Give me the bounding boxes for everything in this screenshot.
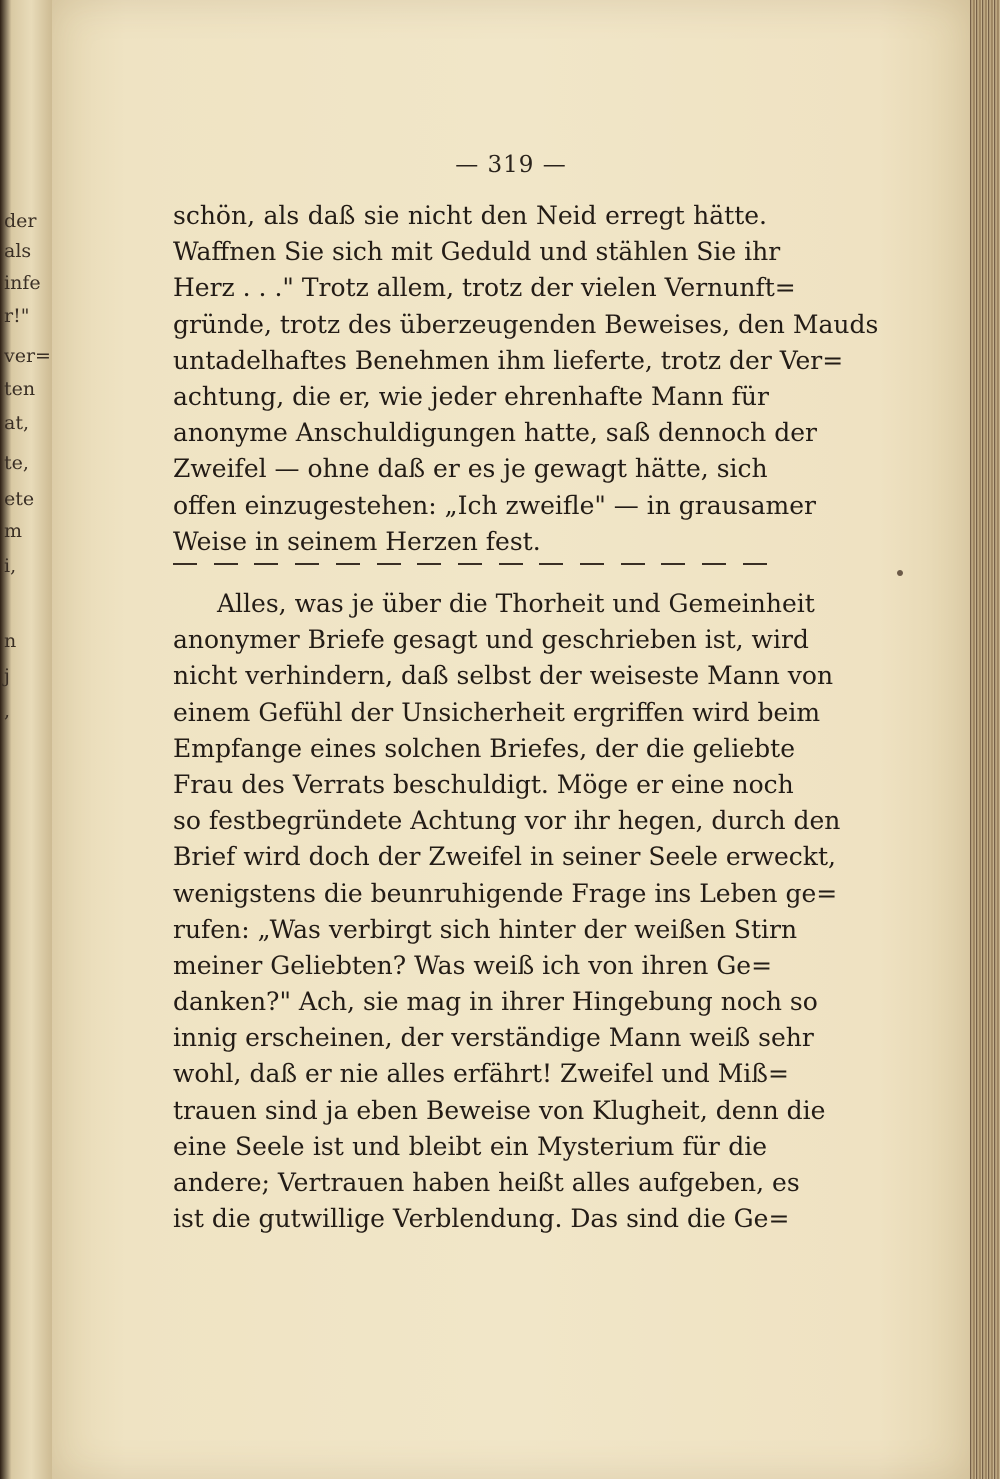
facing-page-fragment: der — [4, 210, 37, 232]
text-line: schön, als daß sie nicht den Neid erregt hätte. — [173, 201, 767, 230]
text-line: wenigstens die beunruhigende Frage ins Leben ge= — [173, 878, 838, 908]
facing-page-fragment: als — [4, 240, 32, 262]
paragraph-2 — [173, 586, 841, 1237]
text-line: wohl, daß er nie alles erfährt! Zweifel und Miß= — [173, 1059, 789, 1089]
text-line: einem Gefühl der Unsicherheit ergriffen wird beim — [173, 697, 821, 727]
text-line: Frau des Verrats beschuldigt. Möge er eine noch — [173, 769, 794, 799]
facing-page-fragment: r!" — [4, 305, 30, 327]
paragraph-1 — [173, 198, 879, 560]
text-line: rufen: „Was verbirgt sich hinter der weißen Stirn — [173, 914, 798, 944]
text-line: trauen sind ja eben Beweise von Klugheit, denn die — [173, 1095, 826, 1125]
facing-page-fragment: ten — [4, 378, 36, 400]
text-line: Empfange eines solchen Briefes, der die geliebte — [173, 733, 795, 763]
facing-page-fragment: infe — [4, 272, 41, 294]
text-line: achtung, die er, wie jeder ehrenhafte Mann für — [173, 381, 769, 411]
page-stack-edge — [970, 0, 1000, 1479]
text-line: Waffnen Sie sich mit Geduld und stählen Sie ihr — [173, 237, 781, 267]
facing-page-fragment: j — [4, 665, 10, 687]
facing-page-fragments — [0, 0, 52, 1479]
text-line: meiner Geliebten? Was weiß ich von ihren Ge= — [173, 950, 773, 980]
text-line: anonyme Anschuldigungen hatte, saß dennoch der — [173, 418, 817, 448]
text-line: Herz . . ." Trotz allem, trotz der vielen Vernunft= — [173, 273, 796, 303]
text-line: offen einzugestehen: „Ich zweifle" — in grausamer — [173, 490, 816, 520]
facing-page-fragment: te, — [4, 452, 29, 474]
text-line: Weise in seinem Herzen fest. — [173, 526, 541, 556]
text-line: eine Seele ist und bleibt ein Mysterium für die — [173, 1131, 767, 1161]
text-line: Brief wird doch der Zweifel in seiner Seele erweckt, — [173, 842, 836, 872]
text-line: andere; Vertrauen haben heißt alles aufgeben, es — [173, 1168, 800, 1197]
text-line: gründe, trotz des überzeugenden Beweises, den Mauds — [173, 309, 879, 339]
text-line: so festbegründete Achtung vor ihr hegen, durch den — [173, 806, 841, 836]
facing-page-fragment: at, — [4, 412, 30, 434]
facing-page-fragment: ete — [4, 488, 35, 510]
section-separator — [173, 552, 767, 576]
page-number: — 319 — — [455, 152, 567, 178]
paper-speck — [897, 570, 903, 576]
text-line: ist die gutwillige Verblendung. Das sind die Ge= — [173, 1204, 790, 1234]
text-line: nicht verhindern, daß selbst der weiseste Mann von — [173, 661, 834, 691]
text-line: anonymer Briefe gesagt und geschrieben ist, wird — [173, 625, 809, 655]
facing-page-fragment: , — [4, 700, 11, 722]
facing-page-fragment: i, — [4, 555, 17, 577]
text-line: untadelhaftes Benehmen ihm lieferte, trotz der Ver= — [173, 345, 844, 375]
facing-page-fragment: ver= — [4, 345, 51, 367]
text-line: danken?" Ach, sie mag in ihrer Hingebung noch so — [173, 987, 818, 1017]
facing-page-fragment: n — [4, 630, 17, 652]
text-line: Alles, was je über die Thorheit und Gemeinheit — [217, 589, 815, 618]
text-line: Zweifel — ohne daß er es je gewagt hätte, sich — [173, 454, 768, 484]
text-line: innig erscheinen, der verständige Mann weiß sehr — [173, 1023, 814, 1053]
facing-page-fragment: m — [4, 520, 23, 542]
